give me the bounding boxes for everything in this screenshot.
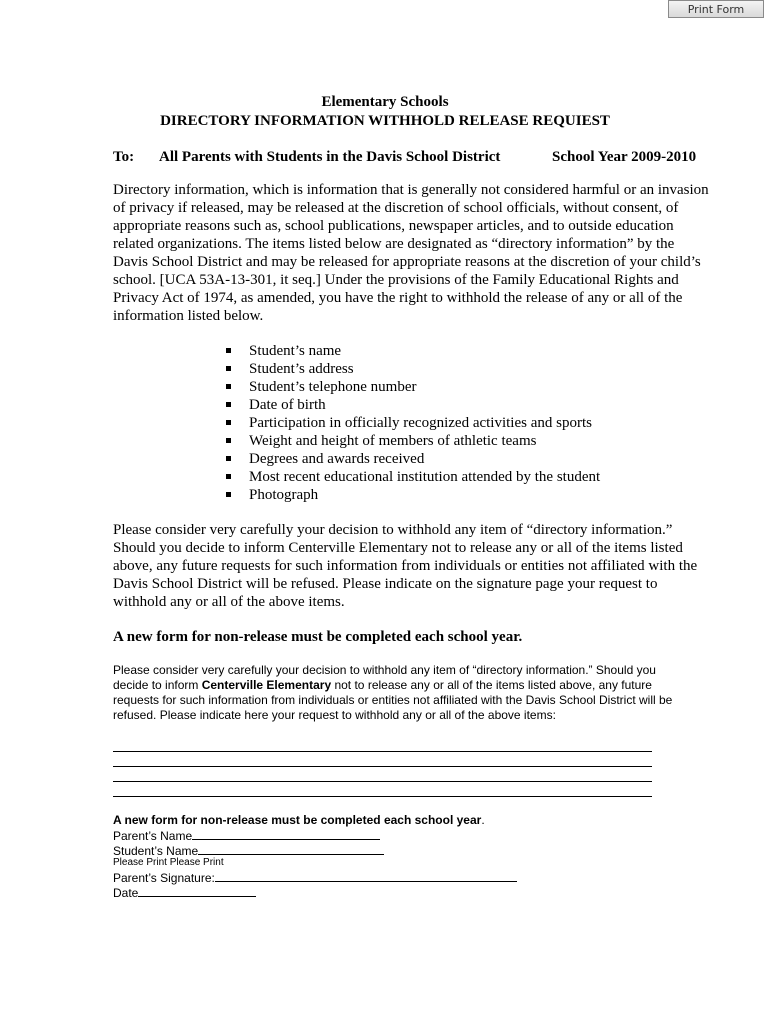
document-title: Elementary Schools	[321, 94, 449, 110]
intro-paragraph: Directory information, which is information that is generally not considered harmful or an invasion of privacy if released, may be released at the discretion of school officials, without consent, of appropriate reasons such as, school publications, newspaper articles, and to outside education related organizations. The items listed below are designated as “directory information” by the Davis School District and may be released for appropriate reasons at the discretion of your child’s school. [UCA 53A-13-301, it seq.] Under the provisions of the Family Educational Rights and Privacy Act of 1974, as amended, you have the right to withhold the release of any or all of the information listed below.	[113, 182, 709, 324]
school-name: Centerville Elementary	[201, 678, 332, 692]
form-new-form-text: A new form for non-release must be completed each school year	[113, 813, 482, 827]
list-item	[226, 396, 600, 414]
list-item	[226, 378, 600, 396]
parent-name-input[interactable]	[192, 828, 380, 840]
print-note: Please Print Please Print	[113, 857, 224, 868]
list-item-text: Degrees and awards received	[249, 451, 425, 467]
form-new-form-period: .	[481, 813, 485, 827]
date-field	[113, 885, 256, 901]
bullet-square-icon	[226, 348, 231, 353]
form-new-form-notice	[113, 813, 485, 828]
bullet-square-icon	[226, 402, 231, 407]
form-consider-tail: not to release any or all of the items listed above, any future requests for such information from individuals or entities not affiliated with the Davis School District will be refused. Please indicate here your request to withhold any or all of the above items:	[113, 678, 673, 722]
date-input[interactable]	[138, 885, 256, 897]
list-item	[226, 432, 600, 450]
school-year: School Year 2009-2010	[552, 149, 697, 165]
document-subtitle: DIRECTORY INFORMATION WITHHOLD RELEASE REQUIEST	[160, 113, 610, 129]
to-label: To:	[113, 149, 135, 165]
parent-signature-field	[113, 870, 517, 886]
withhold-items-line-4[interactable]	[113, 796, 652, 797]
student-name-input[interactable]	[198, 843, 384, 855]
list-item-text: Most recent educational institution attended by the student	[249, 469, 601, 485]
parent-signature-label: Parent’s Signature:	[113, 871, 215, 885]
form-consider-lead: Please consider very carefully your decision to withhold any item of “directory information.” Should you decide to inform	[113, 663, 656, 692]
bullet-square-icon	[226, 492, 231, 497]
list-item	[226, 486, 600, 504]
parent-signature-input[interactable]	[215, 870, 517, 882]
bullet-square-icon	[226, 366, 231, 371]
date-label: Date	[113, 886, 139, 900]
bullet-square-icon	[226, 474, 231, 479]
list-item	[226, 450, 600, 468]
parent-name-label: Parent’s Name	[113, 829, 193, 843]
list-item-text: Date of birth	[249, 397, 326, 413]
withhold-items-line-2[interactable]	[113, 766, 652, 767]
list-item	[226, 414, 600, 432]
bullet-square-icon	[226, 420, 231, 425]
list-item	[226, 342, 600, 360]
student-name-label: Student’s Name	[113, 844, 199, 858]
list-item-text: Student’s name	[249, 343, 342, 359]
parent-name-field	[113, 828, 380, 844]
list-item	[226, 360, 600, 378]
recipients-text: All Parents with Students in the Davis School District	[159, 149, 501, 165]
form-consider-paragraph	[113, 663, 673, 723]
document-header	[0, 93, 770, 131]
print-form-button[interactable]: Print Form	[668, 0, 764, 18]
directory-items-list	[226, 342, 600, 504]
withhold-items-line-1[interactable]	[113, 751, 652, 752]
bullet-square-icon	[226, 438, 231, 443]
bullet-square-icon	[226, 384, 231, 389]
list-item-text: Weight and height of members of athletic teams	[249, 433, 537, 449]
consider-paragraph: Please consider very carefully your decision to withhold any item of “directory information.” Should you decide to inform Centerville Elementary not to release any or all of the items listed above, any future requests for such information from individuals or entities not affiliated with the Davis School District will be refused. Please indicate on the signature page your request to withhold any or all of the above items.	[113, 522, 698, 610]
list-item-text: Student’s address	[249, 361, 354, 377]
list-item-text: Student’s telephone number	[249, 379, 417, 395]
list-item	[226, 468, 600, 486]
new-form-notice: A new form for non-release must be completed each school year.	[113, 629, 523, 645]
list-item-text: Photograph	[249, 487, 319, 503]
bullet-square-icon	[226, 456, 231, 461]
list-item-text: Participation in officially recognized activities and sports	[249, 415, 592, 431]
withhold-items-line-3[interactable]	[113, 781, 652, 782]
